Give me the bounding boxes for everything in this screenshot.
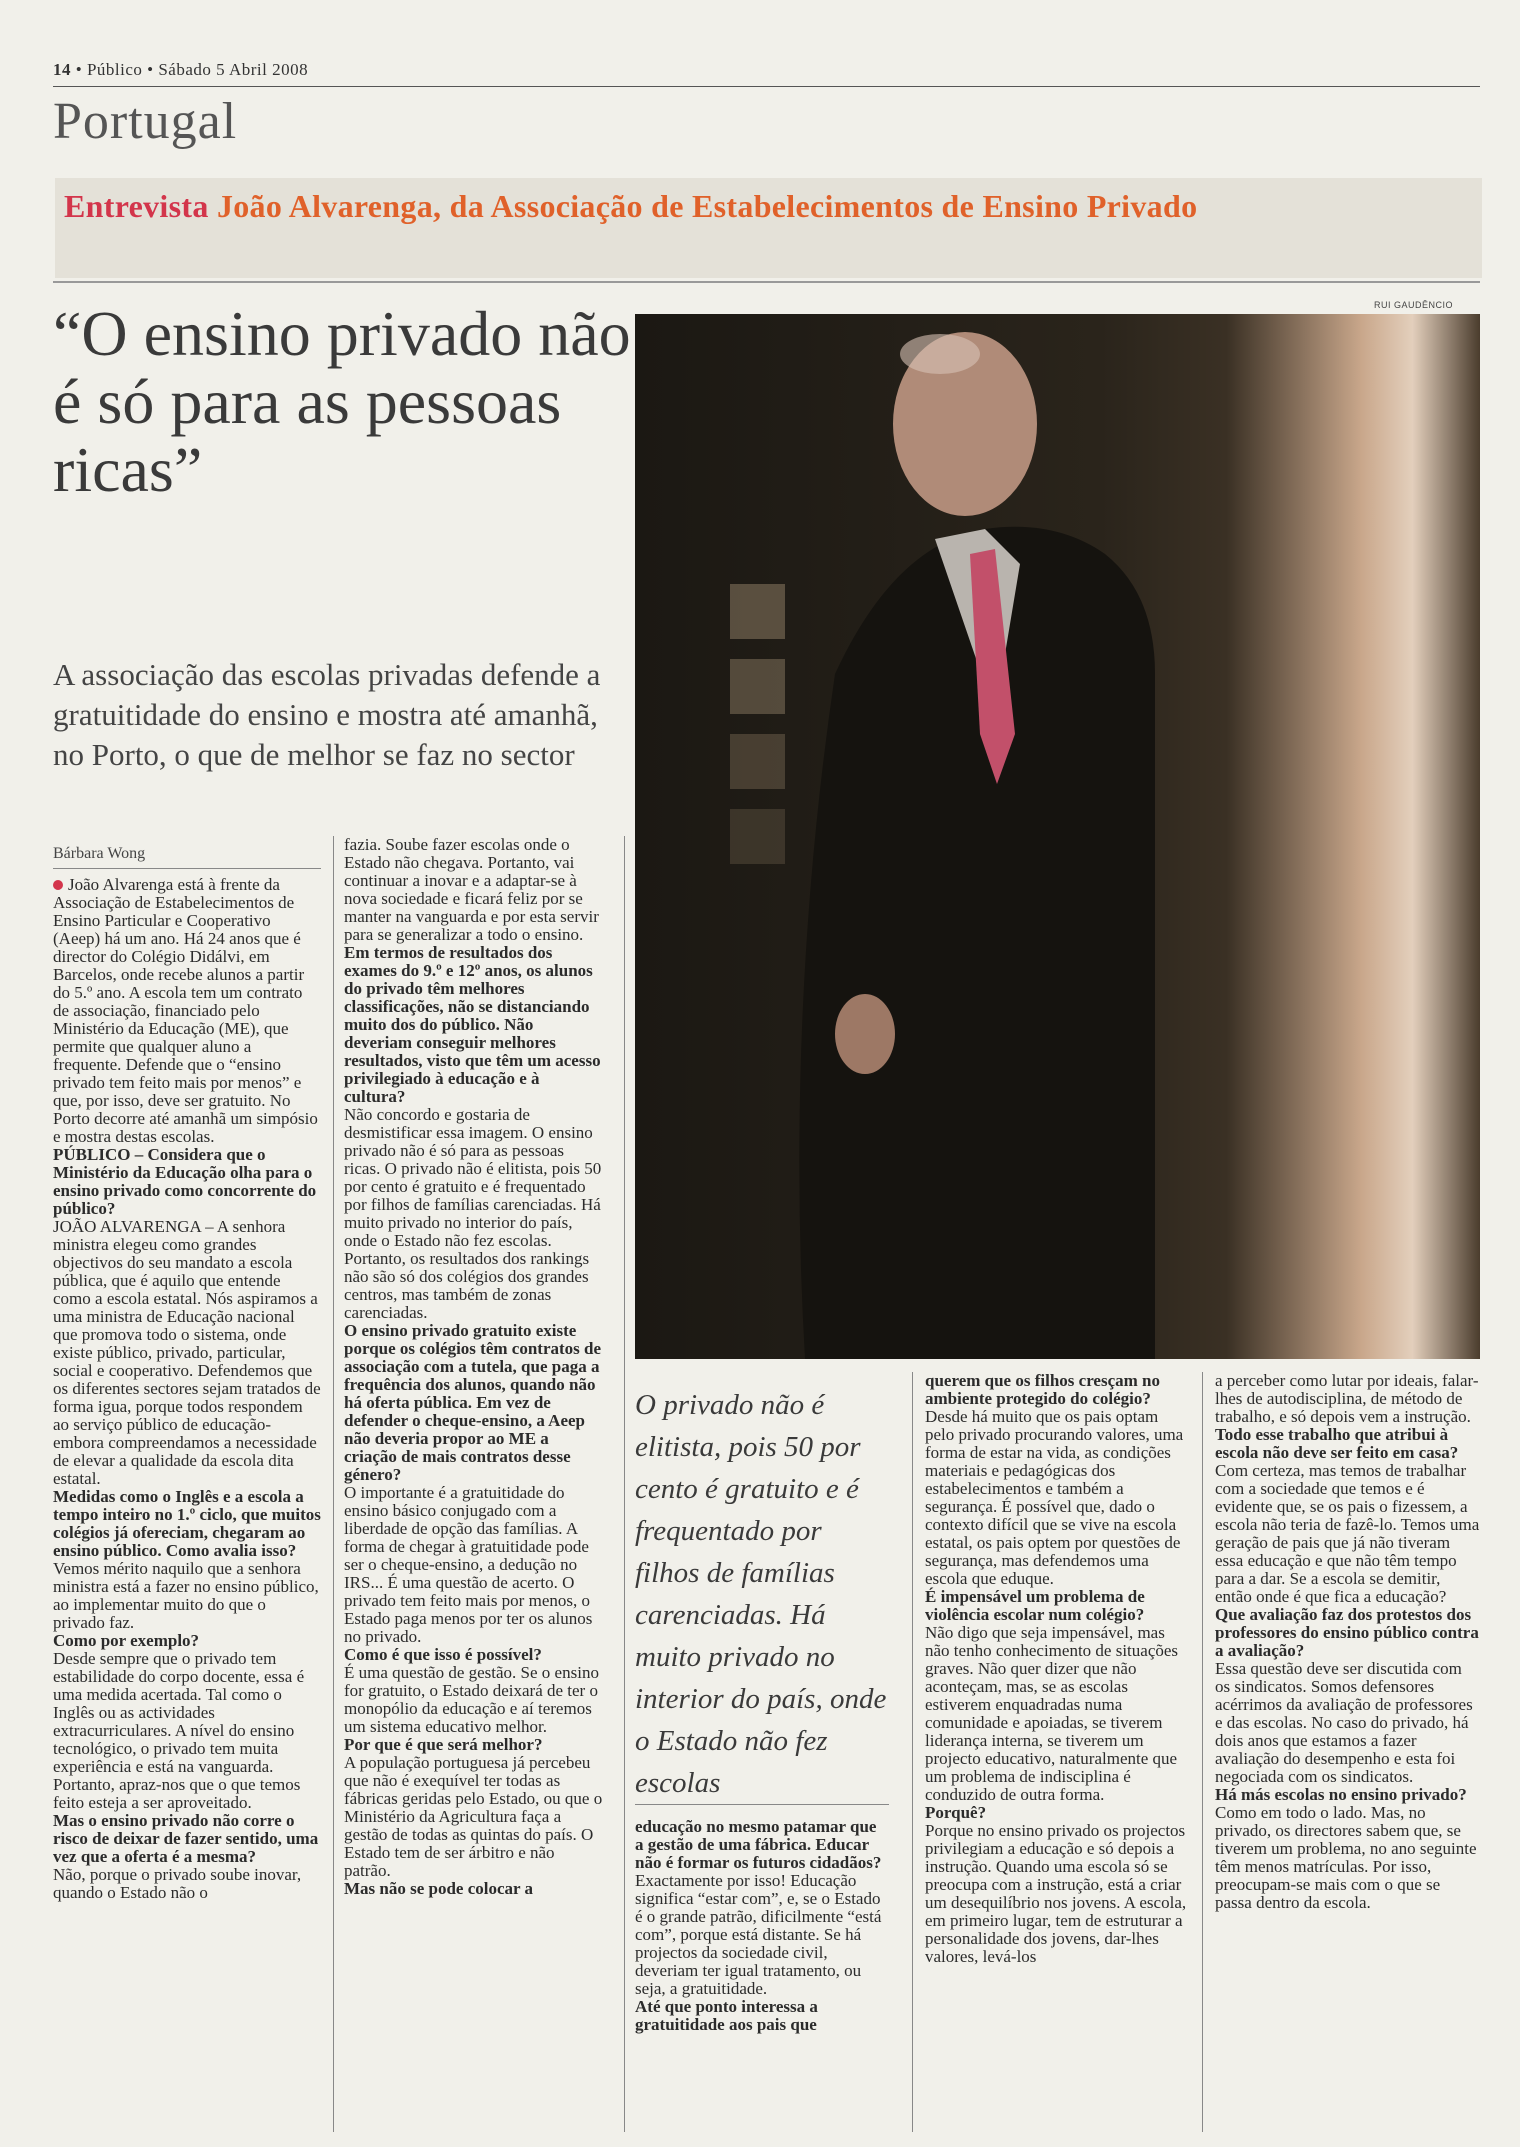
question: É impensável um problema de violência escolar num colégio? (925, 1587, 1145, 1624)
answer: Porque no ensino privado os projectos privilegiam a educação e só depois a instrução. Quando uma escola só se preocupa com a instrução, está a criar um desequilíbrio nos jovens. A escola, em primeiro lugar, tem de estruturar a personalidade dos jovens, dar-lhes valores, levá-los (925, 1821, 1187, 1966)
answer: Como em todo o lado. Mas, no privado, os directores sabem que, se tiverem um problema, no ano seguinte têm menos matrículas. Por isso, preocupam-se mais com o que se passa dentro da escola. (1215, 1803, 1477, 1912)
kicker-label: Entrevista (64, 188, 209, 224)
question: Até que ponto interessa a gratuitidade aos pais que (635, 1997, 818, 2034)
answer: Essa questão deve ser discutida com os sindicatos. Somos defensores acérrimos da avaliação de professores e das escolas. No caso do privado, há dois anos que estamos a fazer avaliação do desempenho e esta foi negociada com os sindicatos. (1215, 1659, 1473, 1786)
question: Medidas como o Inglês e a escola a tempo inteiro no 1.º ciclo, que muitos colégios já ofereciam, chegaram ao ensino público. Como avalia isso? (53, 1487, 321, 1560)
article-column-4 (925, 1372, 1187, 1966)
question: educação no mesmo patamar que a gestão de uma fábrica. Educar não é formar os futuros cidadãos? (635, 1817, 882, 1872)
answer: JOÃO ALVARENGA – A senhora ministra elegeu como grandes objectivos do seu mandato a escola pública, que é aquilo que entende como a escola estatal. Nós aspiramos a uma ministra de Educação nacional que promova todo o sistema, onde existe público, privado, particular, social e cooperativo. Defendemos que os diferentes sectores sejam tratados de forma igua, porque todos respondem ao serviço público de educação- embora compreendamos a necessidade de elevar a qualidade da escola dita estatal. (53, 1217, 321, 1488)
kicker-rule (53, 281, 1480, 283)
folio (53, 60, 1480, 80)
question: Todo esse trabalho que atribui à escola não deve ser feito em casa? (1215, 1425, 1459, 1462)
photo-credit: RUI GAUDÊNCIO (1374, 300, 1454, 310)
page-number: 14 (53, 60, 71, 79)
question: Como é que isso é possível? (344, 1645, 542, 1664)
question: querem que os filhos cresçam no ambiente protegido do colégio? (925, 1371, 1161, 1408)
answer: Com certeza, mas temos de trabalhar com a sociedade que temos e é evidente que, se os pais o fizessem, a escola não teria de fazê-lo. Temos uma geração de pais que já não tiveram essa educação e que não têm tempo para a dar. Se a escola se demitir, então onde é que fica a educação? (1215, 1461, 1480, 1606)
byline: Bárbara Wong (53, 845, 146, 862)
answer: Desde há muito que os pais optam pelo privado procurando valores, uma forma de estar na vida, as condições materiais e pedagógicas dos estabelecimentos e também a segurança. É possível que, dado o contexto difícil que se vive na escola estatal, os pais optem por questões de segurança, mas defendemos uma escola que eduque. (925, 1407, 1184, 1588)
question: O ensino privado gratuito existe porque os colégios têm contratos de associação com a tutela, que paga a frequência dos alunos, quando não há oferta pública. Em vez de defender o cheque-ensino, a Aeep não deveria propor ao ME a criação de mais contratos desse género? (344, 1321, 602, 1484)
article-column-2 (344, 836, 604, 1898)
question: Mas o ensino privado não corre o risco de deixar de fazer sentido, uma vez que a oferta é a mesma? (53, 1811, 319, 1866)
question: Por que é que será melhor? (344, 1735, 543, 1754)
column-rule (912, 1372, 913, 2132)
question: PÚBLICO – Considera que o Ministério da Educação olha para o ensino privado como concorrente do público? (53, 1145, 317, 1218)
section-title: Portugal (53, 93, 238, 150)
answer: Não, porque o privado soube inovar, quando o Estado não o (53, 1865, 302, 1902)
answer: A população portuguesa já percebeu que não é exequível ter todas as fábricas geridas pelo Estado, ou que o Ministério da Agricultura faça a gestão de todas as quintas do país. O Estado tem de ser árbitro e não patrão. (344, 1753, 603, 1880)
question: Mas não se pode colocar a (344, 1879, 534, 1898)
answer: Exactamente por isso! Educação significa “estar com”, e, se o Estado é o grande patrão, dificilmente “está com”, porque está distante. Se há projectos da sociedade civil, deveriam ter igual tratamento, ou seja, a gratuitidade. (635, 1871, 882, 1998)
article-column-5 (1215, 1372, 1480, 1912)
answer: É uma questão de gestão. Se o ensino for gratuito, o Estado deixará de ter o monopólio da educação e aí teremos um sistema educativo melhor. (344, 1663, 599, 1736)
kicker-text: João Alvarenga, da Associação de Estabelecimentos de Ensino Privado (216, 188, 1198, 224)
question: Como por exemplo? (53, 1631, 200, 1650)
answer: O importante é a gratuitidade do ensino básico conjugado com a liberdade de opção das famílias. A forma de chegar à gratuitidade pode ser o cheque-ensino, a dedução no IRS... É uma questão de acerto. O privado tem feito mais por menos, o Estado paga menos por ter os alunos no privado. (344, 1483, 593, 1646)
question: Há más escolas no ensino privado? (1215, 1785, 1467, 1804)
answer: a perceber como lutar por ideais, falar-lhes de autodisciplina, de método de trabalho, e só depois vem a instrução. (1215, 1371, 1479, 1426)
portrait-photo (635, 314, 1480, 1359)
headline: “O ensino privado não é só para as pessoas ricas” (53, 298, 631, 505)
standfirst: A associação das escolas privadas defende a gratuitidade do ensino e mostra até amanhã, no Porto, o que de melhor se faz no sector (53, 657, 601, 772)
question: Em termos de resultados dos exames do 9.º e 12º anos, os alunos do privado têm melhores classificações, não se distanciando muito dos do público. Não deveriam conseguir melhores resultados, visto que têm um acesso privilegiado à educação e à cultura? (344, 943, 601, 1106)
byline-rule (53, 868, 321, 869)
answer: Não digo que seja impensável, mas não tenho conhecimento de situações graves. Não quer dizer que não aconteçam, mas, se as escolas estiverem enquadradas numa comunidade e apoiadas, se tiverem liderança interna, se tiverem um projecto educativo, naturalmente que um problema de indisciplina é conduzido de outra forma. (925, 1623, 1179, 1804)
pull-quote-rule (635, 1804, 889, 1805)
publication-date: • Público • Sábado 5 Abril 2008 (75, 60, 309, 79)
column-rule (1202, 1372, 1203, 2132)
column-rule (333, 836, 334, 2132)
pull-quote: O privado não é elitista, pois 50 por cento é gratuito e é frequentado por filhos de famílias carenciadas. Há muito privado no interior do país, onde o Estado não fez escolas (635, 1389, 887, 1799)
lead-paragraph: João Alvarenga está à frente da Associação de Estabelecimentos de Ensino Particular e Cooperativo (Aeep) há um ano. Há 24 anos que é director do Colégio Didálvi, em Barcelos, onde recebe alunos a partir do 5.º ano. A escola tem um contrato de associação, financiado pelo Ministério da Educação (ME), que permite que qualquer aluno a frequente. Defende que o “ensino privado tem feito mais por menos” e que, por isso, deve ser gratuito. No Porto decorre até amanhã um simpósio e mostra destas escolas. (53, 875, 318, 1146)
answer: Não concordo e gostaria de desmistificar essa imagem. O ensino privado não é só para as pessoas ricas. O privado não é elitista, pois 50 por cento é gratuito e é frequentado por filhos de famílias carenciadas. Há muito privado no interior do país, onde o Estado não fez escolas. Portanto, os resultados dos rankings não são só dos colégios dos grandes centros, mas também de zonas carenciadas. (344, 1105, 602, 1322)
article-column-1 (53, 876, 321, 1902)
column-rule (624, 836, 625, 2132)
top-rule (53, 86, 1480, 87)
question: Que avaliação faz dos protestos dos professores do ensino público contra a avaliação? (1215, 1605, 1479, 1660)
article-column-3 (635, 1818, 889, 2034)
answer: Desde sempre que o privado tem estabilidade do corpo docente, essa é uma medida acertada. Tal como o Inglês ou as actividades extracurriculares. A nível do ensino tecnológico, o privado tem muita experiência e está na vanguarda. Portanto, apraz-nos que o que temos feito esteja a ser aproveitado. (53, 1649, 305, 1812)
answer: Vemos mérito naquilo que a senhora ministra está a fazer no ensino público, ao implementar muito do que o privado faz. (53, 1559, 319, 1632)
kicker (64, 188, 1197, 225)
answer: fazia. Soube fazer escolas onde o Estado não chegava. Portanto, vai continuar a inovar e a adaptar-se à nova sociedade e ficará feliz por se manter na vanguarda e por esta servir para se generalizar a todo o ensino. (344, 835, 599, 944)
bullet-dot-icon (53, 880, 63, 890)
question: Porquê? (925, 1803, 987, 1822)
